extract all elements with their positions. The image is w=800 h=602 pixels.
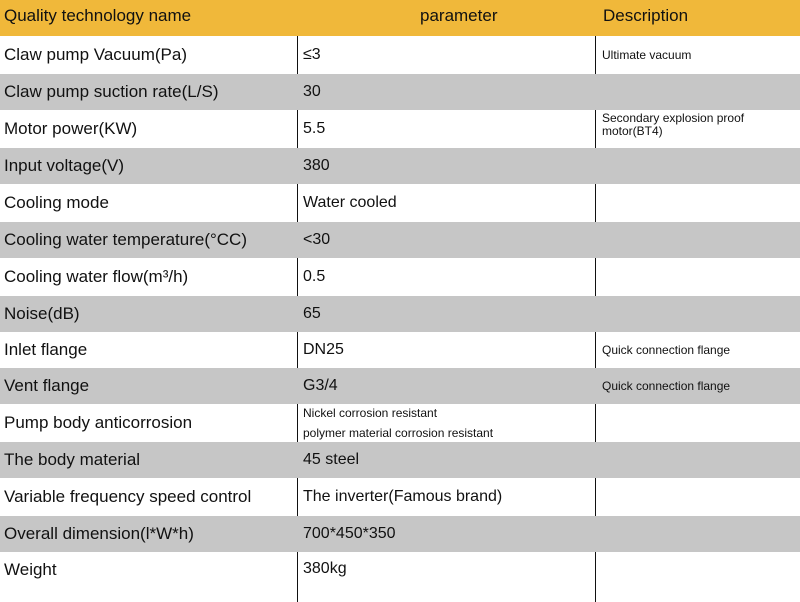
row-name: Weight: [4, 560, 57, 579]
table-row: [0, 222, 800, 258]
row-value: DN25: [303, 341, 344, 358]
table-row: [0, 332, 800, 368]
row-name: Inlet flange: [4, 340, 88, 359]
row-name: Noise(dB): [4, 304, 80, 323]
row-desc: Ultimate vacuum: [602, 47, 692, 62]
table-row: [0, 442, 800, 478]
table-header: [0, 0, 800, 36]
row-desc: [596, 478, 800, 516]
row-desc: Secondary explosion proof motor(BT4): [602, 111, 745, 138]
row-desc: Quick connection flange: [602, 342, 731, 357]
header-description: Description: [603, 6, 689, 25]
row-value-line2: polymer material corrosion resistant: [303, 426, 494, 440]
row-name: Cooling water flow(m³/h): [4, 267, 189, 286]
row-name: Cooling mode: [4, 193, 109, 212]
row-desc: Quick connection flange: [602, 378, 731, 393]
row-value: 380: [303, 157, 330, 174]
row-value: 0.5: [303, 268, 326, 285]
table-row: [0, 404, 800, 442]
row-value: <30: [303, 231, 331, 248]
table-row: [0, 184, 800, 222]
row-value: The inverter(Famous brand): [303, 488, 503, 505]
row-value: 380kg: [303, 560, 347, 577]
row-name: Pump body anticorrosion: [4, 413, 193, 432]
row-desc: [596, 404, 800, 442]
header-name: Quality technology name: [4, 6, 192, 25]
table-row: [0, 258, 800, 296]
row-desc: [596, 442, 800, 478]
row-name: Input voltage(V): [4, 156, 125, 175]
row-value-line1: Nickel corrosion resistant: [303, 406, 438, 420]
row-value: 30: [303, 83, 321, 100]
row-value: Water cooled: [303, 194, 397, 211]
table-row: [0, 516, 800, 552]
row-name: Claw pump suction rate(L/S): [4, 82, 219, 101]
row-name: The body material: [4, 450, 141, 469]
row-desc: [596, 184, 800, 222]
row-desc: [596, 222, 800, 258]
row-value: 65: [303, 305, 321, 322]
table-row: [0, 552, 800, 602]
table-row: [0, 478, 800, 516]
row-desc: [596, 74, 800, 110]
row-desc: [596, 296, 800, 332]
header-parameter: parameter: [420, 6, 498, 25]
table-row: [0, 368, 800, 404]
row-desc: [596, 552, 800, 602]
table-row: [0, 74, 800, 110]
row-value: [297, 404, 596, 442]
table-row: [0, 148, 800, 184]
table-row: [0, 36, 800, 74]
table-row: [0, 110, 800, 148]
row-name: Variable frequency speed control: [4, 487, 252, 506]
row-value: 700*450*350: [303, 525, 396, 542]
row-desc: [596, 516, 800, 552]
row-value: 5.5: [303, 120, 326, 137]
row-value: G3/4: [303, 377, 338, 394]
row-desc: [596, 148, 800, 184]
row-name: Vent flange: [4, 376, 90, 395]
row-desc: [596, 258, 800, 296]
row-value: ≤3: [303, 46, 321, 63]
row-value: 45 steel: [303, 451, 360, 468]
table-row: [0, 296, 800, 332]
row-name: Cooling water temperature(°CC): [4, 230, 247, 249]
row-name: Motor power(KW): [4, 119, 138, 138]
row-name: Claw pump Vacuum(Pa): [4, 45, 187, 64]
row-name: Overall dimension(l*W*h): [4, 524, 194, 543]
